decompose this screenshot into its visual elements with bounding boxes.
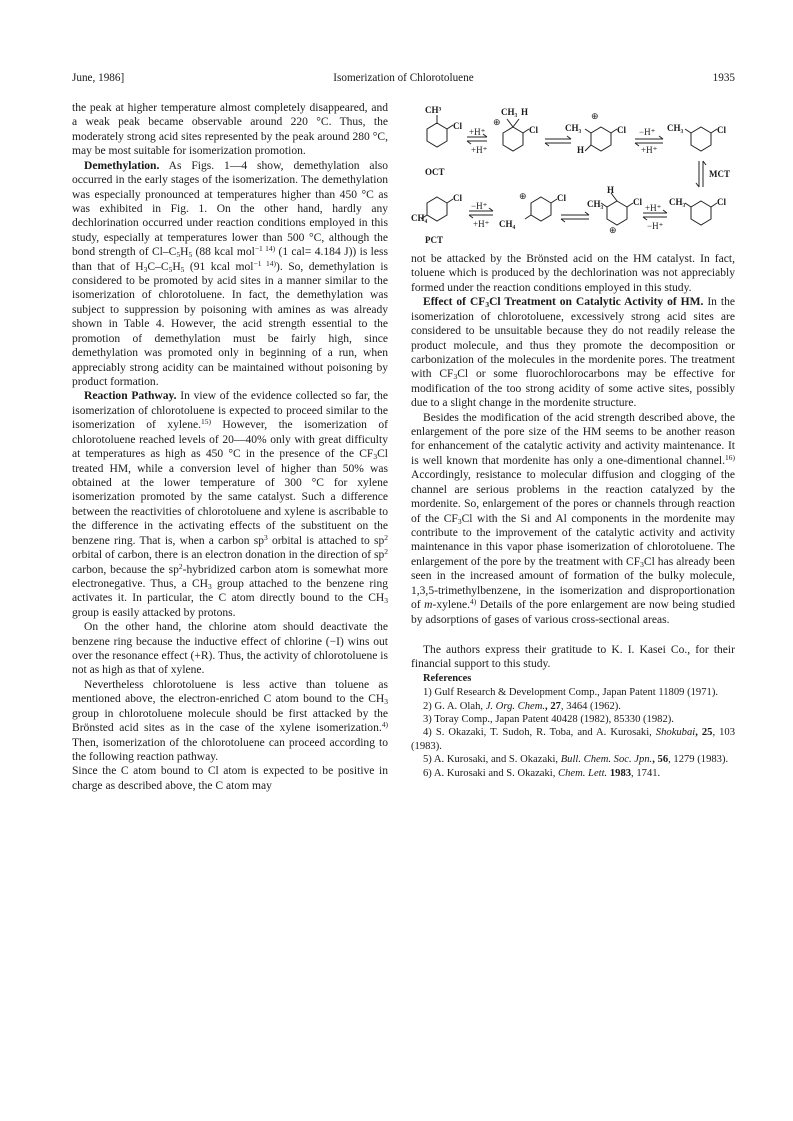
paragraph-continued: not be attacked by the Brönsted acid on the HM catalyst. In fact, toluene which is produced by the dechlorination was not appreciably formed under the reaction conditions employed in this study. [411,253,735,294]
paragraph-demethylation: Demethylation. As Figs. 1—4 show, demethylation also occurred in the early stages of the isomerization. The demethylation was especially pronounced at temperatures higher than 450 °C as was exhibited in Fig. 1. On the other hand, hardly any dechlorination occurred under reaction conditions employed in this study, especially at temperatures lower than 500 °C, although the bond strength of $Cl-C_5H_5$ (88 kcal mol$^{-1 14)}$ (1 cal= 4.184 J)) is less than that of $H_3C-C_5H_5$ (91 kcal mol$^{-1 14)}$). So, demethylation is considered to be promoted by acid sites in a manner similar to the isomerization of chlorotoluene. In fact, the demethylation was subject to suppression by poisoning with amines as was already shown in Table 4. However, the acid strength essential to the promotion of demethylation must be fairly high, since demethylation was promoted only in beginning of a run, when appreciably strong acidity can be maintained without poisoning by product formation. [72,159,389,389]
reference-item: 2) G. A. Olah, J. Org. Chem., 27, 3464 (1962). [423,700,621,712]
label-minus-h-1: −H⁺ [639,127,656,137]
label-plus-h-1: +H⁺ [469,127,486,137]
label-cl-int1: Cl [529,125,538,135]
running-header [72,72,735,88]
reference-item: 6) A. Kurosaki and S. Okazaki, Chem. Lett. 1983, 1741. [423,767,661,779]
ring-intermediate-3 [531,197,551,221]
label-minus-h-3: −H⁺ [647,221,664,231]
ring-mct-2 [691,201,711,225]
label-cl-pct: Cl [453,193,462,203]
label-cl-int2: Cl [617,125,626,135]
label-plus-charge-4: ⊕ [609,225,617,235]
paragraph-effect-cf3cl: Effect of $CF_3Cl$ Treatment on Catalytic Activity of HM. In the isomerization of chlorotoluene, excessively strong acid sites are considered to be unsuitable because they do not readily release the product molecule, and thus they promote the decomposition or carbonization of the molecules in the mordenite pores. The treatment with $CF_3Cl$ or some fluorochlorocarbons may be effective for modification of the too strong acidity of some active sites, possibly due to a slight change in the mordenite structure. [411,296,735,410]
references-list [411,686,735,780]
reference-item: 5) A. Kurosaki, and S. Okazaki, Bull. Chem. Soc. Jpn., 56, 1279 (1983). [423,754,729,766]
label-oct: OCT [425,167,445,177]
label-plus-h-2: +H⁺ [641,145,658,155]
ring-mct [691,127,711,151]
section-heading-demethylation: Demethylation. [84,159,160,172]
section-heading-effect: Effect of $CF_3Cl$ Treatment on Catalytic Activity of HM. [423,296,704,310]
reaction-scheme [411,101,735,248]
label-cl-int3: Cl [557,193,566,203]
label-h-int2: H [577,145,585,155]
label-ch3-mct2: CH₃ [669,197,686,207]
label-plus-charge-3: ⊕ [519,191,527,201]
reference-item: 3) Toray Comp., Japan Patent 40428 (1982), 85330 (1982). [423,714,674,726]
label-ch3-int4: CH₃ [587,199,604,209]
label-cl-mct: Cl [717,125,726,135]
label-mct: MCT [709,169,730,179]
label-ch3-int1: CH₃ [501,107,518,117]
label-h-int1: H [521,107,529,117]
section-heading-reaction-pathway: Reaction Pathway. [84,390,177,403]
acknowledgement: The authors express their gratitude to K. I. Kasei Co., for their financial support to this study. [411,643,735,671]
label-plus-charge-2: ⊕ [591,111,599,121]
ring-pct [427,197,447,221]
references-heading: References [423,672,472,684]
label-plus-h-1b: +H⁺ [471,145,488,155]
label-minus-h-2: −H⁺ [471,201,488,211]
header-title: Isomerization of Chlorotoluene [333,72,474,84]
label-ch3-oct: CH³ [425,105,442,115]
paragraph-nevertheless: Nevertheless chlorotoluene is less active than toluene as mentioned above, the electron-enriched C atom bound to the $CH_3$ group in chlorotoluene molecule should be first attacked by the Brönsted acid sites as in the case of the xylene isomerization.$^{4)}$ Then, isomerization of the chlorotoluene can proceed according to the following reaction pathway. [72,678,388,763]
header-date: June, 1986] [72,72,125,84]
label-pct: PCT [425,235,443,245]
label-cl-mct2: Cl [717,197,726,207]
reference-item: 1) Gulf Research & Development Comp., Japan Patent 11809 (1971). [423,687,718,699]
label-ch3-int2: CH₃ [565,123,582,133]
label-h-int4: H [607,185,615,195]
label-ch3-pct: CH₄ [411,213,428,223]
label-ch3-int3: CH₄ [499,219,516,229]
left-column [72,101,388,793]
label-plus-h-4: +H⁺ [645,203,662,213]
reference-item: 4) S. Okazaki, T. Sudoh, R. Toba, and A. Kurosaki, Shokubai, 25, 103 (1983). [411,727,735,752]
label-cl-oct: Cl [453,121,462,131]
label-ch3-mct: CH₃ [667,123,684,133]
label-cl-int4: Cl [633,197,642,207]
paragraph-since: Since the C atom bound to Cl atom is expected to be positive in charge as described above, the C atom may [72,765,388,792]
paragraph-reaction-pathway: Reaction Pathway. In view of the evidence collected so far, the isomerization of chlorotoluene is expected to proceed similar to the isomerization of xylene.$^{15)}$ However, the isomerization of chlorotoluene reached levels of 20—40% only with great difficulty at temperatures as high as 450 °C in the presence of the $CF_3Cl$ treated HM, while a conversion level of higher than 50% was obtained at the lower temperature of 300 °C for xylene isomerization promoted by the same catalyst. Such a difference between the reactivities of chlorotoluene and xylene is ascribable to the difference in the activating effects of the substituent on the benzene ring. That is, when a carbon $sp^3$ orbital is attached to $sp^2$ orbital of carbon, there is an electron donation in the direction of $sp^2$ carbon, because the $sp^2$-hybridized carbon atom is somewhat more electronegative. Thus, a $CH_3$ group attached to the benzene ring activates it. In particular, the C atom directly bound to the $CH_3$ group is easily attacked by protons. [72,390,388,619]
label-plus-h-3: +H⁺ [473,219,490,229]
ring-intermediate-2 [591,127,611,151]
paragraph-chlorine: On the other hand, the chlorine atom should deactivate the benzene ring because the inductive effect of chlorine (−I) wins out over the resonance effect (+R). Thus, the activity of chlorotoluene is not as high as that of xylene. [72,621,388,677]
ring-intermediate-4 [607,201,627,225]
ring-intermediate-1 [503,127,523,151]
label-plus-charge-1: ⊕ [493,117,501,127]
paragraph-peak: the peak at higher temperature almost completely disappeared, and a weak peak became observable around 220 °C. Thus, the moderately strong acid sites represented by the peak around 280 °C, may be most suitable for isomerization promotion. [72,102,388,158]
right-column [411,252,735,780]
ring-oct [427,123,447,147]
page-number: 1935 [712,72,735,84]
paragraph-besides: Besides the modification of the acid strength described above, the enlargement of the pore size of the HM seems to be another reason for enhancement of the catalytic activity and activity maintenance. It is well known that mordenite has only a one-dimentional channel.$^{16)}$ Accordingly, resistance to molecular diffusion and clogging of the channel are serious problems in the reaction catalyzed by the mordenite. So, enlargement of the pores or channels through reaction of the $CF_3Cl$ with the Si and Al components in the mordenite may contribute to the improvement of the catalytic activity and activity maintenance in this vapor phase isomerization of chlorotoluene. The enlargement of the pore by the treatment with $CF_3Cl$ has already been seen in the increased amount of formation of the bulky molecule, 1,3,5-trimethylbenzene, in the isomerization and disproportionation of m-xylene.$^{4)}$ Details of the pore enlargement are now being studied by adsorptions of gases of various cross-sectional areas. [411,411,735,626]
